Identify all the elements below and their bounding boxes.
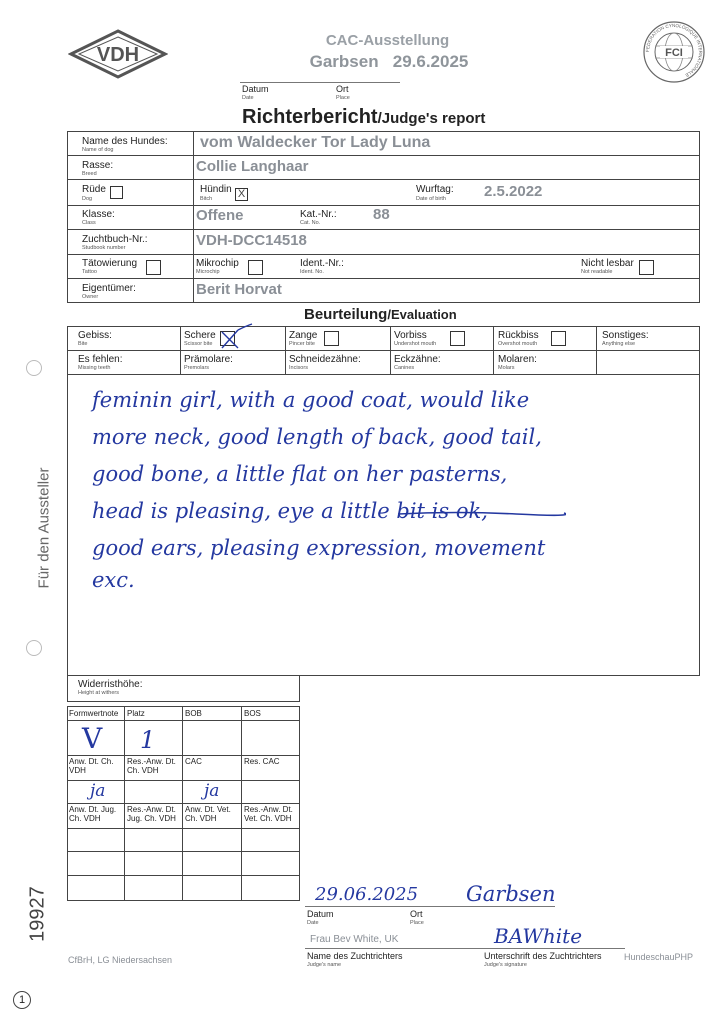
male-checkbox[interactable] xyxy=(110,186,123,199)
grid-header-champion: Anw. Dt. Ch. VDH xyxy=(69,757,114,775)
overshot-sublabel: Overshot mouth xyxy=(498,341,538,347)
missing-label: Es fehlen: xyxy=(78,354,123,365)
vdh-logo-text: VDH xyxy=(96,44,140,66)
club-credit: CfBrH, LG Niedersachsen xyxy=(68,955,173,965)
class-label: Klasse: xyxy=(82,209,115,220)
show-place-date: Garbsen 29.6.2025 xyxy=(309,52,469,71)
grid-header-youth-champion: Anw. Dt. Jug. Ch. VDH xyxy=(69,805,117,823)
evaluation-subtitle: /Evaluation xyxy=(387,307,457,322)
male-sublabel: Dog xyxy=(82,196,93,202)
bite-label: Gebiss: xyxy=(78,330,112,341)
unreadable-sublabel: Not readable xyxy=(581,269,613,275)
grid-header-veteran-champion: Anw. Dt. Vet. Ch. VDH xyxy=(185,805,231,823)
page-number-circle: 1 xyxy=(13,991,31,1009)
dog-name-value: vom Waldecker Tor Lady Luna xyxy=(200,134,431,151)
footer-datum-label: Datum xyxy=(307,909,334,919)
male-label: Rüde xyxy=(82,184,106,195)
grid-value-rating: V xyxy=(82,722,103,755)
evaluation-text-line-1: feminin girl, with a good coat, would like xyxy=(92,388,530,412)
dog-name-sublabel: Name of dog xyxy=(82,147,114,153)
undershot-label: Vorbiss xyxy=(394,330,427,341)
breed-sublabel: Breed xyxy=(82,171,97,177)
studbook-label: Zuchtbuch-Nr.: xyxy=(82,234,148,245)
judge-printed-name: Frau Bev White, UK xyxy=(310,934,399,945)
evaluation-text-line-5: good ears, pleasing expression, movement xyxy=(92,536,546,560)
chip-sublabel: Microchip xyxy=(196,269,220,275)
class-sublabel: Class xyxy=(82,220,96,226)
fci-logo-text: FCI xyxy=(665,47,683,59)
signature-label: Unterschrift des Zuchtrichters xyxy=(484,951,602,961)
studbook-sublabel: Studbook number xyxy=(82,245,126,251)
evaluation-title: Beurteilung xyxy=(304,306,388,323)
scissor-label: Schere xyxy=(184,330,216,341)
grid-header-place: Platz xyxy=(127,709,145,718)
catno-sublabel: Cat. No. xyxy=(300,220,321,226)
evaluation-text-line-4: head is pleasing, eye a little bit is ok, xyxy=(92,499,488,523)
breed-label: Rasse: xyxy=(82,160,114,171)
grid-header-res-champion: Res.-Anw. Dt. Ch. VDH xyxy=(127,757,176,775)
class-value: Offene xyxy=(196,207,244,224)
place-sublabel: Place xyxy=(336,95,350,101)
female-sublabel: Bitch xyxy=(200,196,213,202)
punch-hole-bottom xyxy=(26,640,42,656)
other-sublabel: Anything else xyxy=(602,341,636,347)
datum-label: Datum xyxy=(242,84,269,94)
dog-name-label: Name des Hundes: xyxy=(82,136,168,147)
judge-signature: BAWhite xyxy=(494,924,583,948)
grid-header-cac: CAC xyxy=(185,757,202,766)
judge-name-label: Name des Zuchtrichters xyxy=(307,951,403,961)
footer-place-sublabel: Place xyxy=(410,920,424,926)
studbook-value: VDH-DCC14518 xyxy=(196,232,307,249)
report-heading xyxy=(242,106,485,129)
fci-ring-text: FEDERATION CYNOLOGIQUE INTERNATIONALE xyxy=(644,22,704,79)
grid-header-rating: Formwertnote xyxy=(69,709,119,718)
grid-header-res-veteran-champion: Res.-Anw. Dt. Vet. Ch. VDH xyxy=(244,805,293,823)
molars-label: Molaren: xyxy=(498,354,537,365)
birth-label: Wurftag: xyxy=(416,184,454,195)
pincer-sublabel: Pincer bite xyxy=(289,341,315,347)
grid-value-place: 1 xyxy=(140,726,156,754)
tattoo-label: Tätowierung xyxy=(82,258,138,269)
chip-label: Mikrochip xyxy=(196,258,239,269)
evaluation-heading xyxy=(304,306,457,324)
ident-label: Ident.-Nr.: xyxy=(300,258,344,269)
punch-hole-top xyxy=(26,360,42,376)
birth-sublabel: Date of birth xyxy=(416,196,446,202)
tattoo-checkbox[interactable] xyxy=(146,260,161,275)
evaluation-text-line-6: exc. xyxy=(92,568,135,592)
premolars-label: Prämolare: xyxy=(184,354,233,365)
incisors-sublabel: Incisors xyxy=(289,365,308,371)
grid-value-champion: ja xyxy=(90,781,106,801)
catno-value: 88 xyxy=(373,206,390,223)
ort-label: Ort xyxy=(336,84,349,94)
scissor-check-mark xyxy=(212,322,254,352)
grid-header-bos: BOS xyxy=(244,709,261,718)
unreadable-label: Nicht lesbar xyxy=(581,258,634,269)
female-checkbox[interactable]: X xyxy=(235,188,248,201)
overshot-label: Rückbiss xyxy=(498,330,539,341)
owner-label: Eigentümer: xyxy=(82,283,136,294)
owner-sublabel: Owner xyxy=(82,294,99,300)
exhibitor-side-label: Für den Aussteller xyxy=(35,467,53,589)
undershot-sublabel: Undershot mouth xyxy=(394,341,437,347)
footer-ort-label: Ort xyxy=(410,909,423,919)
fci-logo xyxy=(642,20,706,84)
strikethrough-mark xyxy=(396,508,566,520)
report-title: Richterbericht xyxy=(242,106,378,128)
breed-value: Collie Langhaar xyxy=(196,158,309,175)
ident-sublabel: Ident. No. xyxy=(300,269,324,275)
signature-sublabel: Judge's signature xyxy=(484,962,527,968)
canines-label: Eckzähne: xyxy=(394,354,441,365)
height-label: Widerristhöhe: xyxy=(78,679,143,690)
canines-sublabel: Canines xyxy=(394,365,415,371)
unreadable-checkbox[interactable] xyxy=(639,260,654,275)
bite-sublabel: Bite xyxy=(78,341,88,347)
missing-sublabel: Missing teeth xyxy=(78,365,111,371)
show-title: CAC-Ausstellung xyxy=(325,32,450,49)
serial-number: 19927 xyxy=(26,886,49,942)
judge-name-sublabel: Judge's name xyxy=(307,962,342,968)
female-label: Hündin xyxy=(200,184,232,195)
molars-sublabel: Molars xyxy=(498,365,515,371)
chip-checkbox[interactable] xyxy=(248,260,263,275)
grid-header-res-cac: Res. CAC xyxy=(244,757,280,766)
owner-value: Berit Horvat xyxy=(196,281,282,298)
pincer-checkbox[interactable] xyxy=(324,331,339,346)
tattoo-sublabel: Tattoo xyxy=(82,269,97,275)
footer-date-value: 29.06.2025 xyxy=(315,884,419,905)
scissor-sublabel: Scissor bite xyxy=(184,341,213,347)
undershot-checkbox[interactable] xyxy=(450,331,465,346)
grid-header-res-youth-champion: Res.-Anw. Dt. Jug. Ch. VDH xyxy=(127,805,176,823)
height-sublabel: Height at withers xyxy=(78,690,119,696)
other-label: Sonstiges: xyxy=(602,330,649,341)
grid-header-bob: BOB xyxy=(185,709,202,718)
evaluation-text-line-2: more neck, good length of back, good tail, xyxy=(92,425,542,449)
footer-date-sublabel: Date xyxy=(307,920,319,926)
pincer-label: Zange xyxy=(289,330,318,341)
birth-value: 2.5.2022 xyxy=(484,183,543,200)
grid-value-cac: ja xyxy=(204,781,220,801)
software-credit: HundeschauPHP xyxy=(624,952,694,962)
vdh-logo xyxy=(68,28,168,80)
date-sublabel: Date xyxy=(242,95,254,101)
report-subtitle: /Judge's report xyxy=(377,110,486,127)
footer-place-value: Garbsen xyxy=(466,882,556,906)
incisors-label: Schneidezähne: xyxy=(289,354,361,365)
catno-label: Kat.-Nr.: xyxy=(300,209,337,220)
evaluation-text-line-3: good bone, a little flat on her pasterns, xyxy=(92,462,508,486)
premolars-sublabel: Premolars xyxy=(184,365,210,371)
overshot-checkbox[interactable] xyxy=(551,331,566,346)
